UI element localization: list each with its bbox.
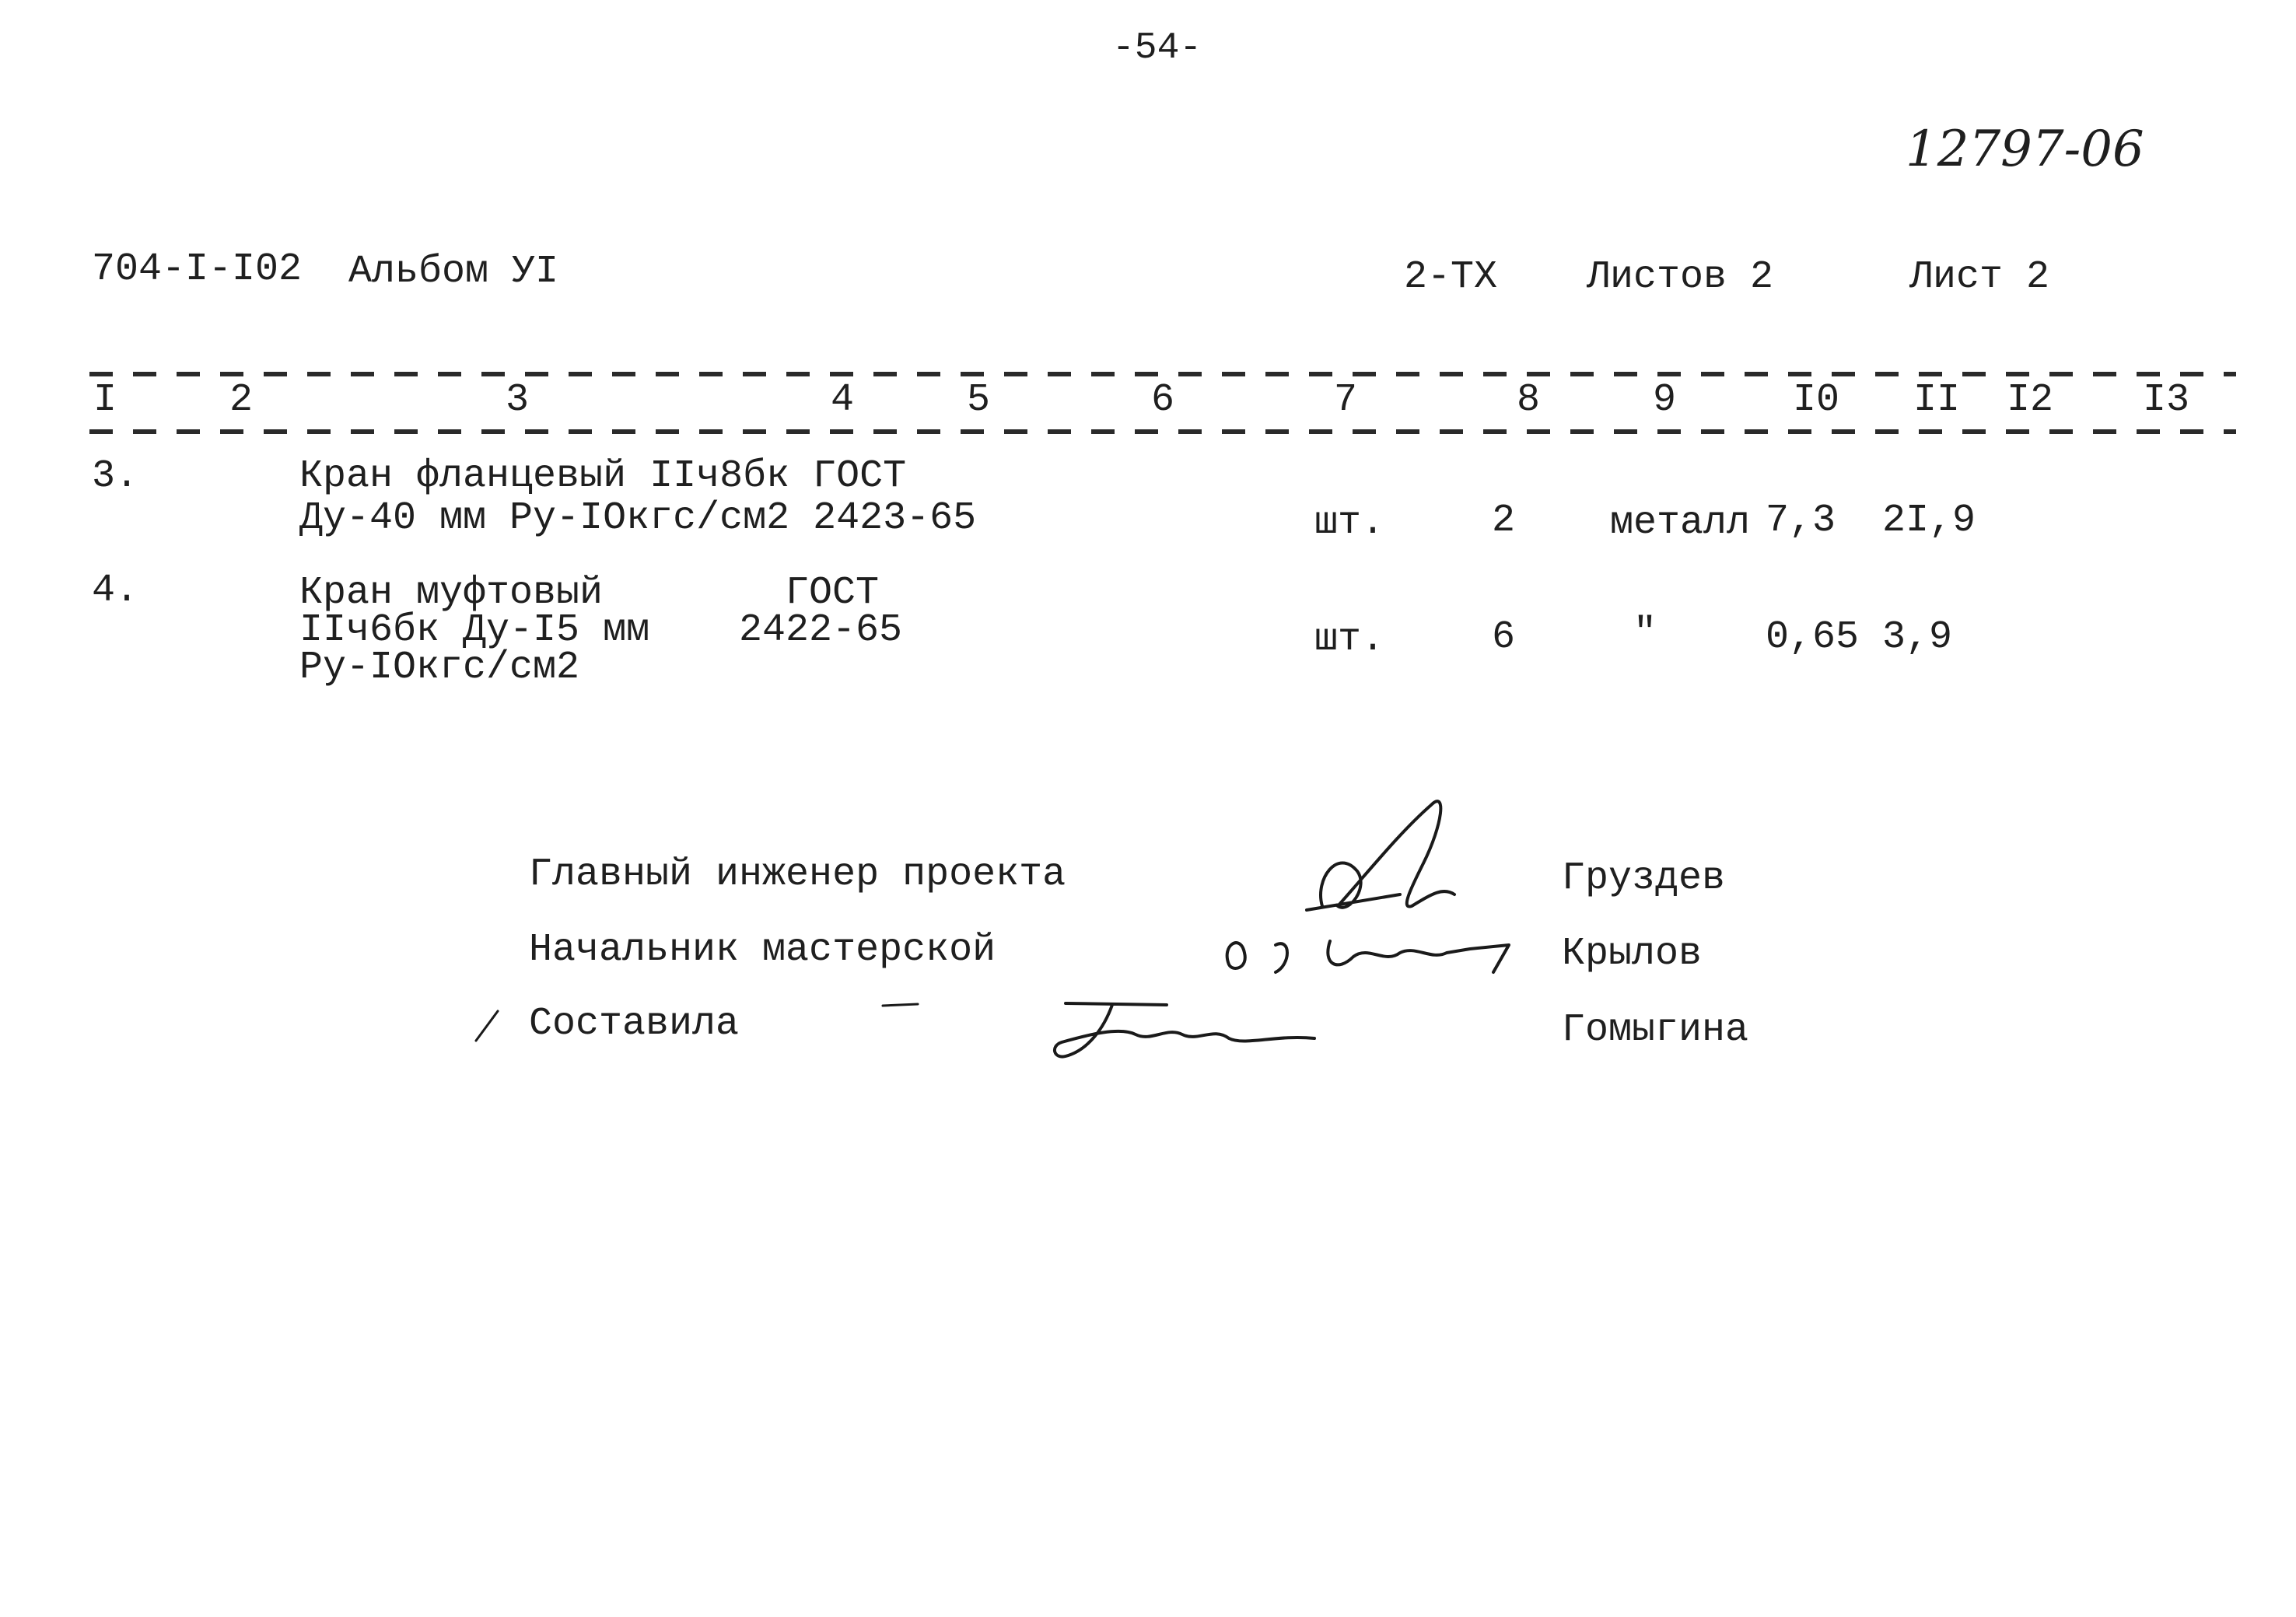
sheets-total: Листов 2 <box>1587 255 1774 299</box>
album-label: Альбом УI <box>348 250 559 294</box>
total-mass-cell: 2I,9 <box>1882 499 1976 543</box>
signature-mark <box>1227 941 1509 972</box>
signature-role: Главный инженер проекта <box>529 852 1066 897</box>
signature-mark <box>1307 801 1454 910</box>
column-number: 2 <box>229 378 254 422</box>
gost-line: 2422-65 <box>739 608 903 653</box>
sheet-number: Лист 2 <box>1909 255 2050 299</box>
signature-role: Начальник мастерской <box>529 928 996 972</box>
signature-mark <box>1055 1003 1314 1057</box>
item-name-line: Ду-40 мм Ру-IOкгс/см2 2423-65 <box>299 496 977 541</box>
column-number: I3 <box>2143 378 2190 422</box>
item-name-line: Ру-IOкгс/см2 <box>299 646 580 690</box>
project-code: 704-I-I02 <box>92 247 303 292</box>
signature-role: Составила <box>529 1002 740 1046</box>
quantity-cell: 2 <box>1492 499 1516 543</box>
column-number: I0 <box>1793 378 1840 422</box>
gost-line: ГОСТ <box>786 571 880 615</box>
material-cell: " <box>1633 611 1657 656</box>
column-number: 6 <box>1151 378 1175 422</box>
quantity-cell: 6 <box>1492 615 1516 660</box>
column-number: 3 <box>506 378 530 422</box>
row-number: 4. <box>92 569 139 613</box>
unit-mass-cell: 7,3 <box>1766 499 1836 543</box>
column-number: 5 <box>967 378 991 422</box>
total-mass-cell: 3,9 <box>1882 615 1953 660</box>
column-number: I2 <box>2007 378 2054 422</box>
signature-name: Груздев <box>1562 856 1726 901</box>
item-name-line: IIч6бк Ду-I5 мм <box>299 608 650 653</box>
row-number: 3. <box>92 454 139 499</box>
archive-number: 12797-06 <box>1906 121 2144 178</box>
unit-cell: шт. <box>1314 618 1385 662</box>
page-number: -54- <box>1112 27 1202 69</box>
column-number: I <box>93 378 117 422</box>
item-name-line: Кран фланцевый IIч8бк ГОСТ <box>299 454 907 499</box>
column-number: 4 <box>831 378 855 422</box>
signature-name: Крылов <box>1562 932 1703 976</box>
item-name-line: Кран муфтовый <box>299 571 604 615</box>
column-number: 8 <box>1517 378 1541 422</box>
column-number: 7 <box>1334 378 1358 422</box>
unit-cell: шт. <box>1314 501 1385 545</box>
unit-mass-cell: 0,65 <box>1766 615 1860 660</box>
material-cell: металл <box>1610 501 1751 545</box>
section-code: 2-ТХ <box>1404 255 1498 299</box>
signature-name: Гомыгина <box>1562 1008 1749 1052</box>
column-number: II <box>1913 378 1961 422</box>
column-number: 9 <box>1653 378 1677 422</box>
